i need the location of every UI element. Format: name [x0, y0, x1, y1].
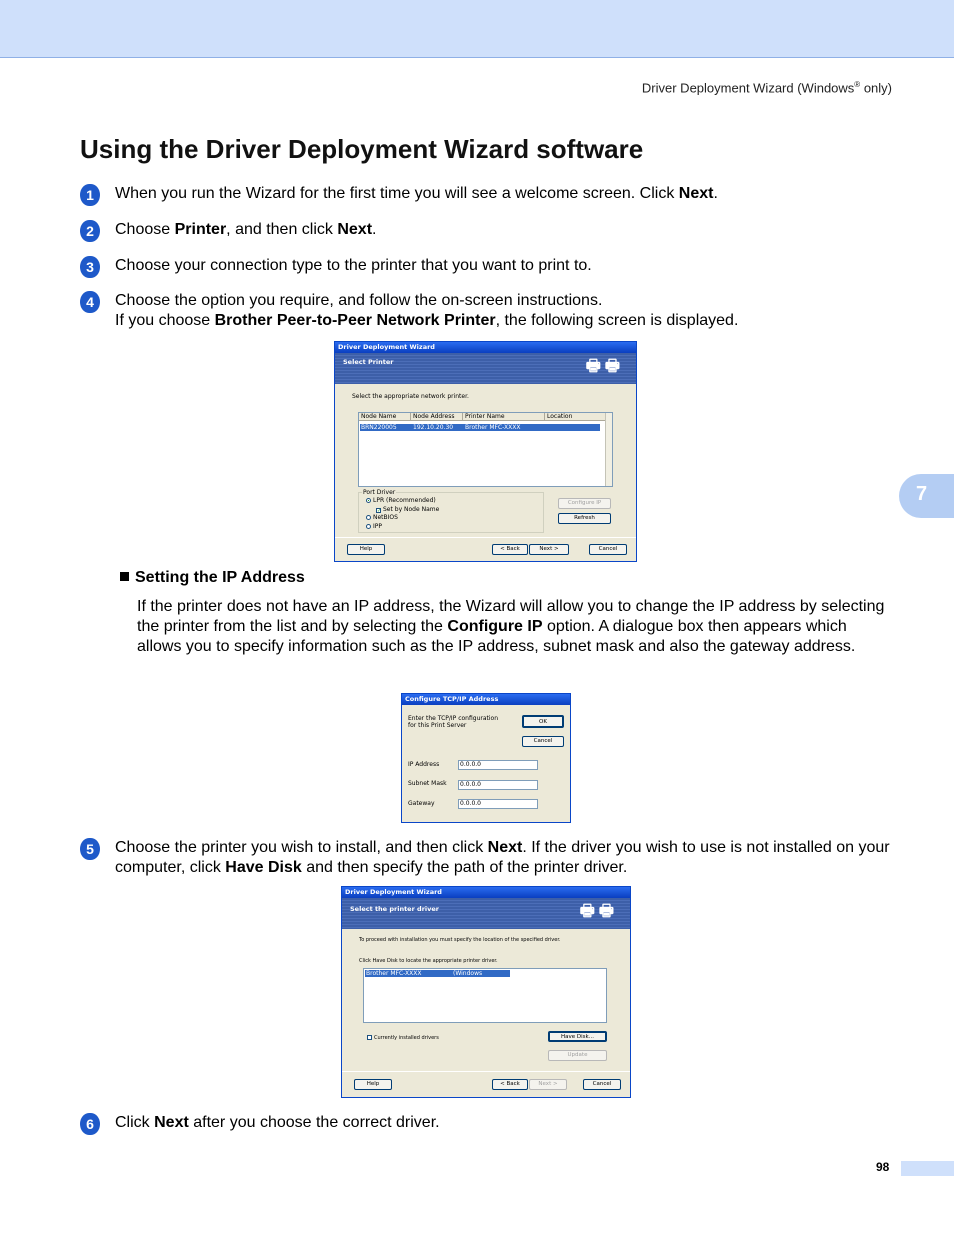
next-button[interactable]: Next >	[529, 544, 569, 555]
divider	[342, 1071, 630, 1072]
bullet-square-icon	[120, 572, 129, 581]
column-header[interactable]: Location	[545, 413, 607, 421]
page-title: Using the Driver Deployment Wizard software	[80, 134, 644, 164]
column-header[interactable]: Node Name	[359, 413, 411, 421]
column-header[interactable]: Printer Name	[463, 413, 545, 421]
have-disk-button[interactable]: Have Disk...	[548, 1031, 607, 1042]
printer-icon: 🖶🖶	[579, 901, 618, 920]
cancel-button[interactable]: Cancel	[583, 1079, 621, 1090]
dialog-banner: Select the printer driver 🖶🖶	[342, 898, 630, 929]
instruction-text-2: Click Have Disk to locate the appropriate printer driver.	[359, 958, 498, 964]
chapter-tab	[899, 474, 954, 518]
column-header[interactable]: Node Address	[411, 413, 463, 421]
installed-drivers-checkbox[interactable]: Currently installed drivers	[367, 1035, 439, 1041]
back-button[interactable]: < Back	[492, 544, 528, 555]
step-text: Choose Printer, and then click Next.	[115, 221, 377, 238]
divider	[335, 537, 636, 538]
dialog-titlebar: Driver Deployment Wizard	[342, 887, 630, 898]
group-title: Port Driver	[363, 489, 396, 496]
gateway-field[interactable]: 0.0.0.0	[458, 799, 538, 809]
cancel-button[interactable]: Cancel	[522, 736, 564, 747]
dialog-banner: Select Printer 🖶🖶	[335, 353, 636, 384]
step-text: Choose the printer you wish to install, and then click Next. If the driver you wish to use is not installed on your computer, click Have Disk and then specify the path of the printer driver.	[115, 839, 890, 876]
scrollbar[interactable]	[605, 413, 612, 486]
port-driver-group	[358, 489, 544, 533]
dialog-titlebar: Driver Deployment Wizard	[335, 342, 636, 353]
instruction-text: Select the appropriate network printer.	[352, 393, 469, 400]
cancel-button[interactable]: Cancel	[589, 544, 627, 555]
instruction-text: Enter the TCP/IP configuration for this Print Server	[408, 715, 499, 729]
select-driver-dialog-screenshot	[341, 886, 631, 1098]
step-number: 4	[80, 291, 100, 313]
radio-lpr[interactable]: LPR (Recommended)	[366, 497, 436, 504]
step-text: Choose your connection type to the printer that you want to print to.	[115, 257, 592, 274]
ok-button[interactable]: OK	[522, 715, 564, 728]
ip-address-field[interactable]: 0.0.0.0	[458, 760, 538, 770]
help-button[interactable]: Help	[354, 1079, 392, 1090]
driver-list[interactable]	[363, 968, 607, 1023]
configure-ip-button[interactable]: Configure IP	[558, 498, 611, 509]
radio-netbios[interactable]: NetBIOS	[366, 514, 398, 521]
dialog-titlebar: Configure TCP/IP Address	[402, 694, 570, 705]
step-number: 6	[80, 1113, 100, 1135]
next-button[interactable]: Next >	[529, 1079, 567, 1090]
section-heading: Setting the IP Address	[120, 569, 305, 587]
step-text: When you run the Wizard for the first time you will see a welcome screen. Click Next.	[115, 185, 718, 202]
step-text: Click Next after you choose the correct driver.	[115, 1114, 440, 1131]
subnet-mask-field[interactable]: 0.0.0.0	[458, 780, 538, 790]
step-text: Choose the option you require, and follow the on-screen instructions. If you choose Brother Peer-to-Peer Network Printer, the following screen is displayed.	[115, 292, 739, 329]
ip-paragraph: If the printer does not have an IP address, the Wizard will allow you to change the IP address by selecting the printer from the list and by selecting the Configure IP option. A dialogue box then appears which allows you to specify information such as the IP address, subnet mask and also the gateway address.	[137, 598, 885, 655]
page-number: 98	[876, 1160, 890, 1174]
chapter-number: 7	[916, 483, 928, 505]
ip-address-label: IP Address	[408, 761, 440, 768]
list-item[interactable]: Brother MFC-XXXX (Windows 2000/XP)	[365, 970, 510, 977]
table-row[interactable]: BRN220005 192.10.20.30 Brother MFC-XXXX	[360, 424, 600, 431]
update-button[interactable]: Update	[548, 1050, 607, 1061]
checkbox-node-name[interactable]: ✓ Set by Node Name	[377, 506, 440, 514]
printer-icon: 🖶🖶	[585, 356, 624, 375]
back-button[interactable]: < Back	[492, 1079, 528, 1090]
subnet-mask-label: Subnet Mask	[408, 780, 447, 787]
top-header-band	[0, 0, 954, 58]
gateway-label: Gateway	[408, 800, 435, 807]
select-printer-dialog-screenshot	[334, 341, 637, 562]
refresh-button[interactable]: Refresh	[558, 513, 611, 524]
step-number: 5	[80, 838, 100, 860]
step-number: 1	[80, 184, 100, 206]
footer-band	[901, 1161, 954, 1176]
configure-tcpip-dialog-screenshot	[401, 693, 571, 823]
step-number: 2	[80, 220, 100, 242]
running-head: Driver Deployment Wizard (Windows® only)	[641, 80, 892, 96]
instruction-text: To proceed with installation you must specify the location of the specified driver.	[359, 937, 561, 943]
printer-list[interactable]	[358, 412, 613, 487]
radio-ipp[interactable]: IPP	[366, 523, 382, 530]
step-number: 3	[80, 256, 100, 278]
help-button[interactable]: Help	[347, 544, 385, 555]
